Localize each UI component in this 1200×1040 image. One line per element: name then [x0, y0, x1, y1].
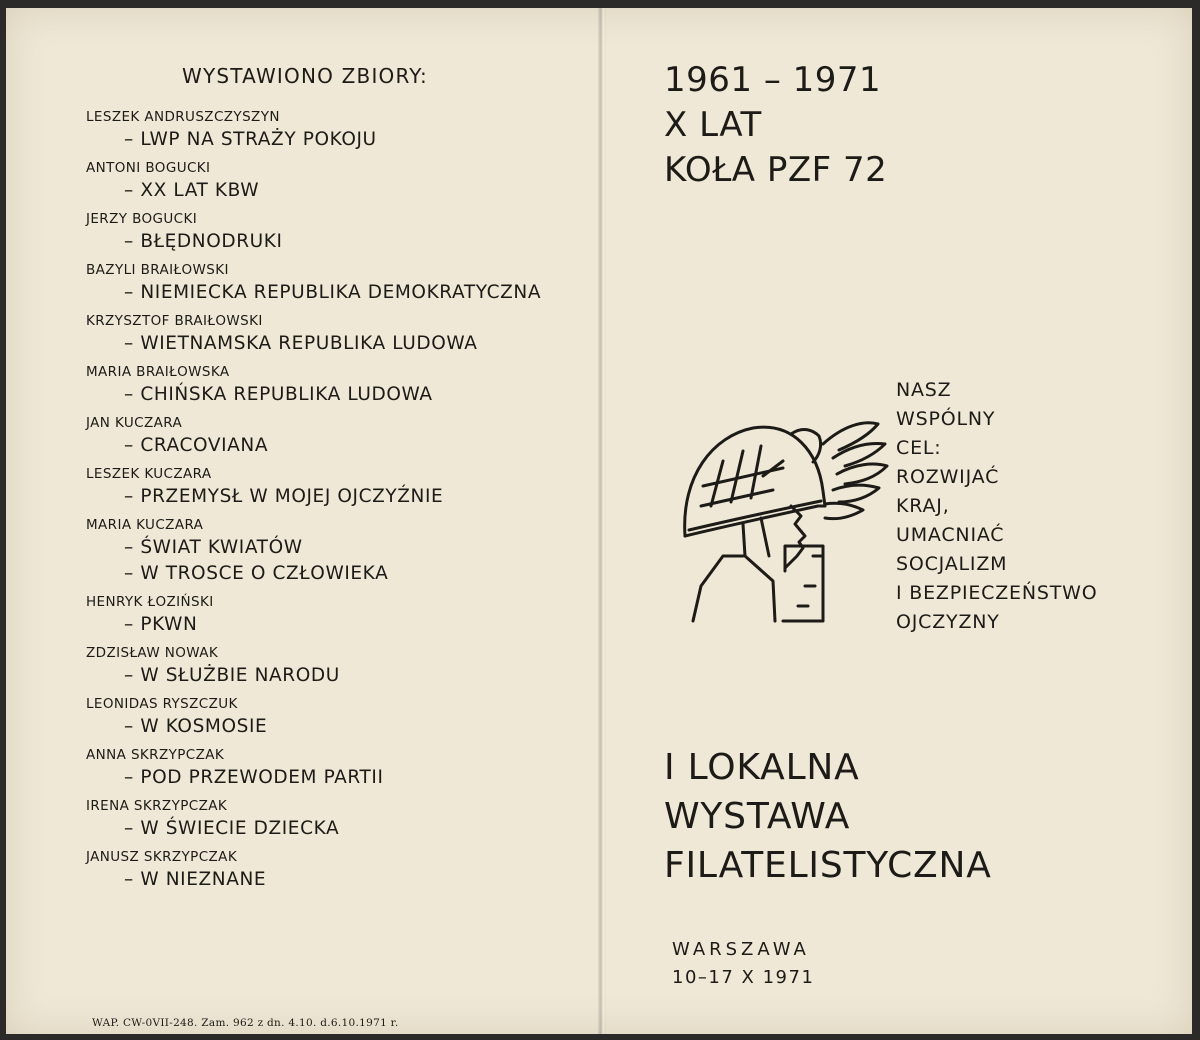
exhibition-dates: 10–17 X 1971 [672, 967, 815, 988]
exhibitor-name: ZDZISŁAW NOWAK [86, 645, 219, 661]
collection-title: – POD PRZEWODEM PARTII [124, 767, 384, 788]
left-panel [6, 8, 598, 1034]
exhibitor-name: LESZEK KUCZARA [86, 466, 212, 482]
motto-line: I BEZPIECZEŃSTWO [896, 582, 1098, 604]
city-name: WARSZAWA [672, 939, 810, 960]
collection-entry [86, 516, 586, 593]
collection-title: – BŁĘDNODRUKI [124, 231, 283, 252]
anniversary-line: X LAT [664, 105, 762, 145]
motto-line: OJCZYZNY [896, 611, 1000, 633]
collection-title: – ŚWIAT KWIATÓW [124, 537, 303, 558]
exhibitor-name: JANUSZ SKRZYPCZAK [86, 849, 238, 865]
collection-title: – NIEMIECKA REPUBLIKA DEMOKRATYCZNA [124, 282, 542, 303]
exhibitor-name: JERZY BOGUCKI [86, 211, 198, 227]
collection-title: – PRZEMYSŁ W MOJEJ OJCZYŹNIE [124, 486, 444, 507]
exhibitor-name: MARIA KUCZARA [86, 517, 204, 533]
collection-entry [86, 797, 586, 848]
anniversary-line: 1961 – 1971 [664, 60, 882, 100]
center-fold [598, 8, 606, 1034]
motto-line: ROZWIJAĆ [896, 466, 1000, 488]
collection-entry [86, 312, 586, 363]
exhibitor-name: LEONIDAS RYSZCZUK [86, 696, 238, 712]
collection-title: – XX LAT KBW [124, 180, 260, 201]
exhibitor-name: BAZYLI BRAIŁOWSKI [86, 262, 229, 278]
motto-line: NASZ [896, 379, 952, 401]
collection-entry [86, 593, 586, 644]
collection-title: – LWP NA STRAŻY POKOJU [124, 129, 377, 150]
soldier-helmet-wing-icon [673, 406, 898, 631]
venue-and-dates [672, 936, 814, 992]
collection-entry [86, 261, 586, 312]
collection-entry [86, 363, 586, 414]
collection-title: – W ŚWIECIE DZIECKA [124, 818, 340, 839]
exhibitor-name: LESZEK ANDRUSZCZYSZYN [86, 109, 280, 125]
collection-entry [86, 848, 586, 899]
motto-line: UMACNIAĆ [896, 524, 1005, 546]
collection-title: – W KOSMOSIE [124, 716, 268, 737]
exhibitor-name: JAN KUCZARA [86, 415, 183, 431]
collection-title: – CHIŃSKA REPUBLIKA LUDOWA [124, 384, 433, 405]
collection-entry [86, 210, 586, 261]
collection-entry [86, 746, 586, 797]
exhibition-line: FILATELISTYCZNA [664, 845, 992, 886]
collection-entry [86, 695, 586, 746]
exhibition-leaflet [6, 8, 1192, 1034]
exhibitor-name: ANTONI BOGUCKI [86, 160, 211, 176]
anniversary-title [664, 58, 887, 193]
collection-title: – CRACOVIANA [124, 435, 269, 456]
motto-line: CEL: [896, 437, 942, 459]
motto-line: WSPÓLNY [896, 408, 996, 430]
collections-list [86, 108, 586, 899]
collection-title: – W SŁUŻBIE NARODU [124, 665, 340, 686]
printer-imprint: WAP. CW-0VII-248. Zam. 962 z dn. 4.10. d.6.10.1971 r. [92, 1017, 399, 1029]
collection-entry [86, 159, 586, 210]
exhibition-line: WYSTAWA [664, 796, 851, 837]
exhibitor-name: HENRYK ŁOZIŃSKI [86, 594, 214, 610]
exhibitor-name: IRENA SKRZYPCZAK [86, 798, 228, 814]
exhibition-line: I LOKALNA [664, 747, 860, 788]
collection-entry [86, 108, 586, 159]
collection-entry [86, 414, 586, 465]
exhibitor-name: ANNA SKRZYPCZAK [86, 747, 225, 763]
collection-entry [86, 465, 586, 516]
motto-line: SOCJALIZM [896, 553, 1008, 575]
exhibitor-name: MARIA BRAIŁOWSKA [86, 364, 230, 380]
exhibitor-name: KRZYSZTOF BRAIŁOWSKI [86, 313, 263, 329]
exhibition-title [664, 743, 992, 890]
collection-title: – WIETNAMSKA REPUBLIKA LUDOWA [124, 333, 478, 354]
motto-text [896, 376, 1097, 637]
collections-heading: WYSTAWIONO ZBIORY: [182, 64, 428, 88]
collection-title: – W NIEZNANE [124, 869, 267, 890]
right-panel [606, 8, 1192, 1034]
collection-title: – PKWN [124, 614, 198, 635]
collection-entry [86, 644, 586, 695]
anniversary-line: KOŁA PZF 72 [664, 150, 888, 190]
collection-title: – W TROSCE O CZŁOWIEKA [124, 563, 389, 584]
motto-line: KRAJ, [896, 495, 950, 517]
